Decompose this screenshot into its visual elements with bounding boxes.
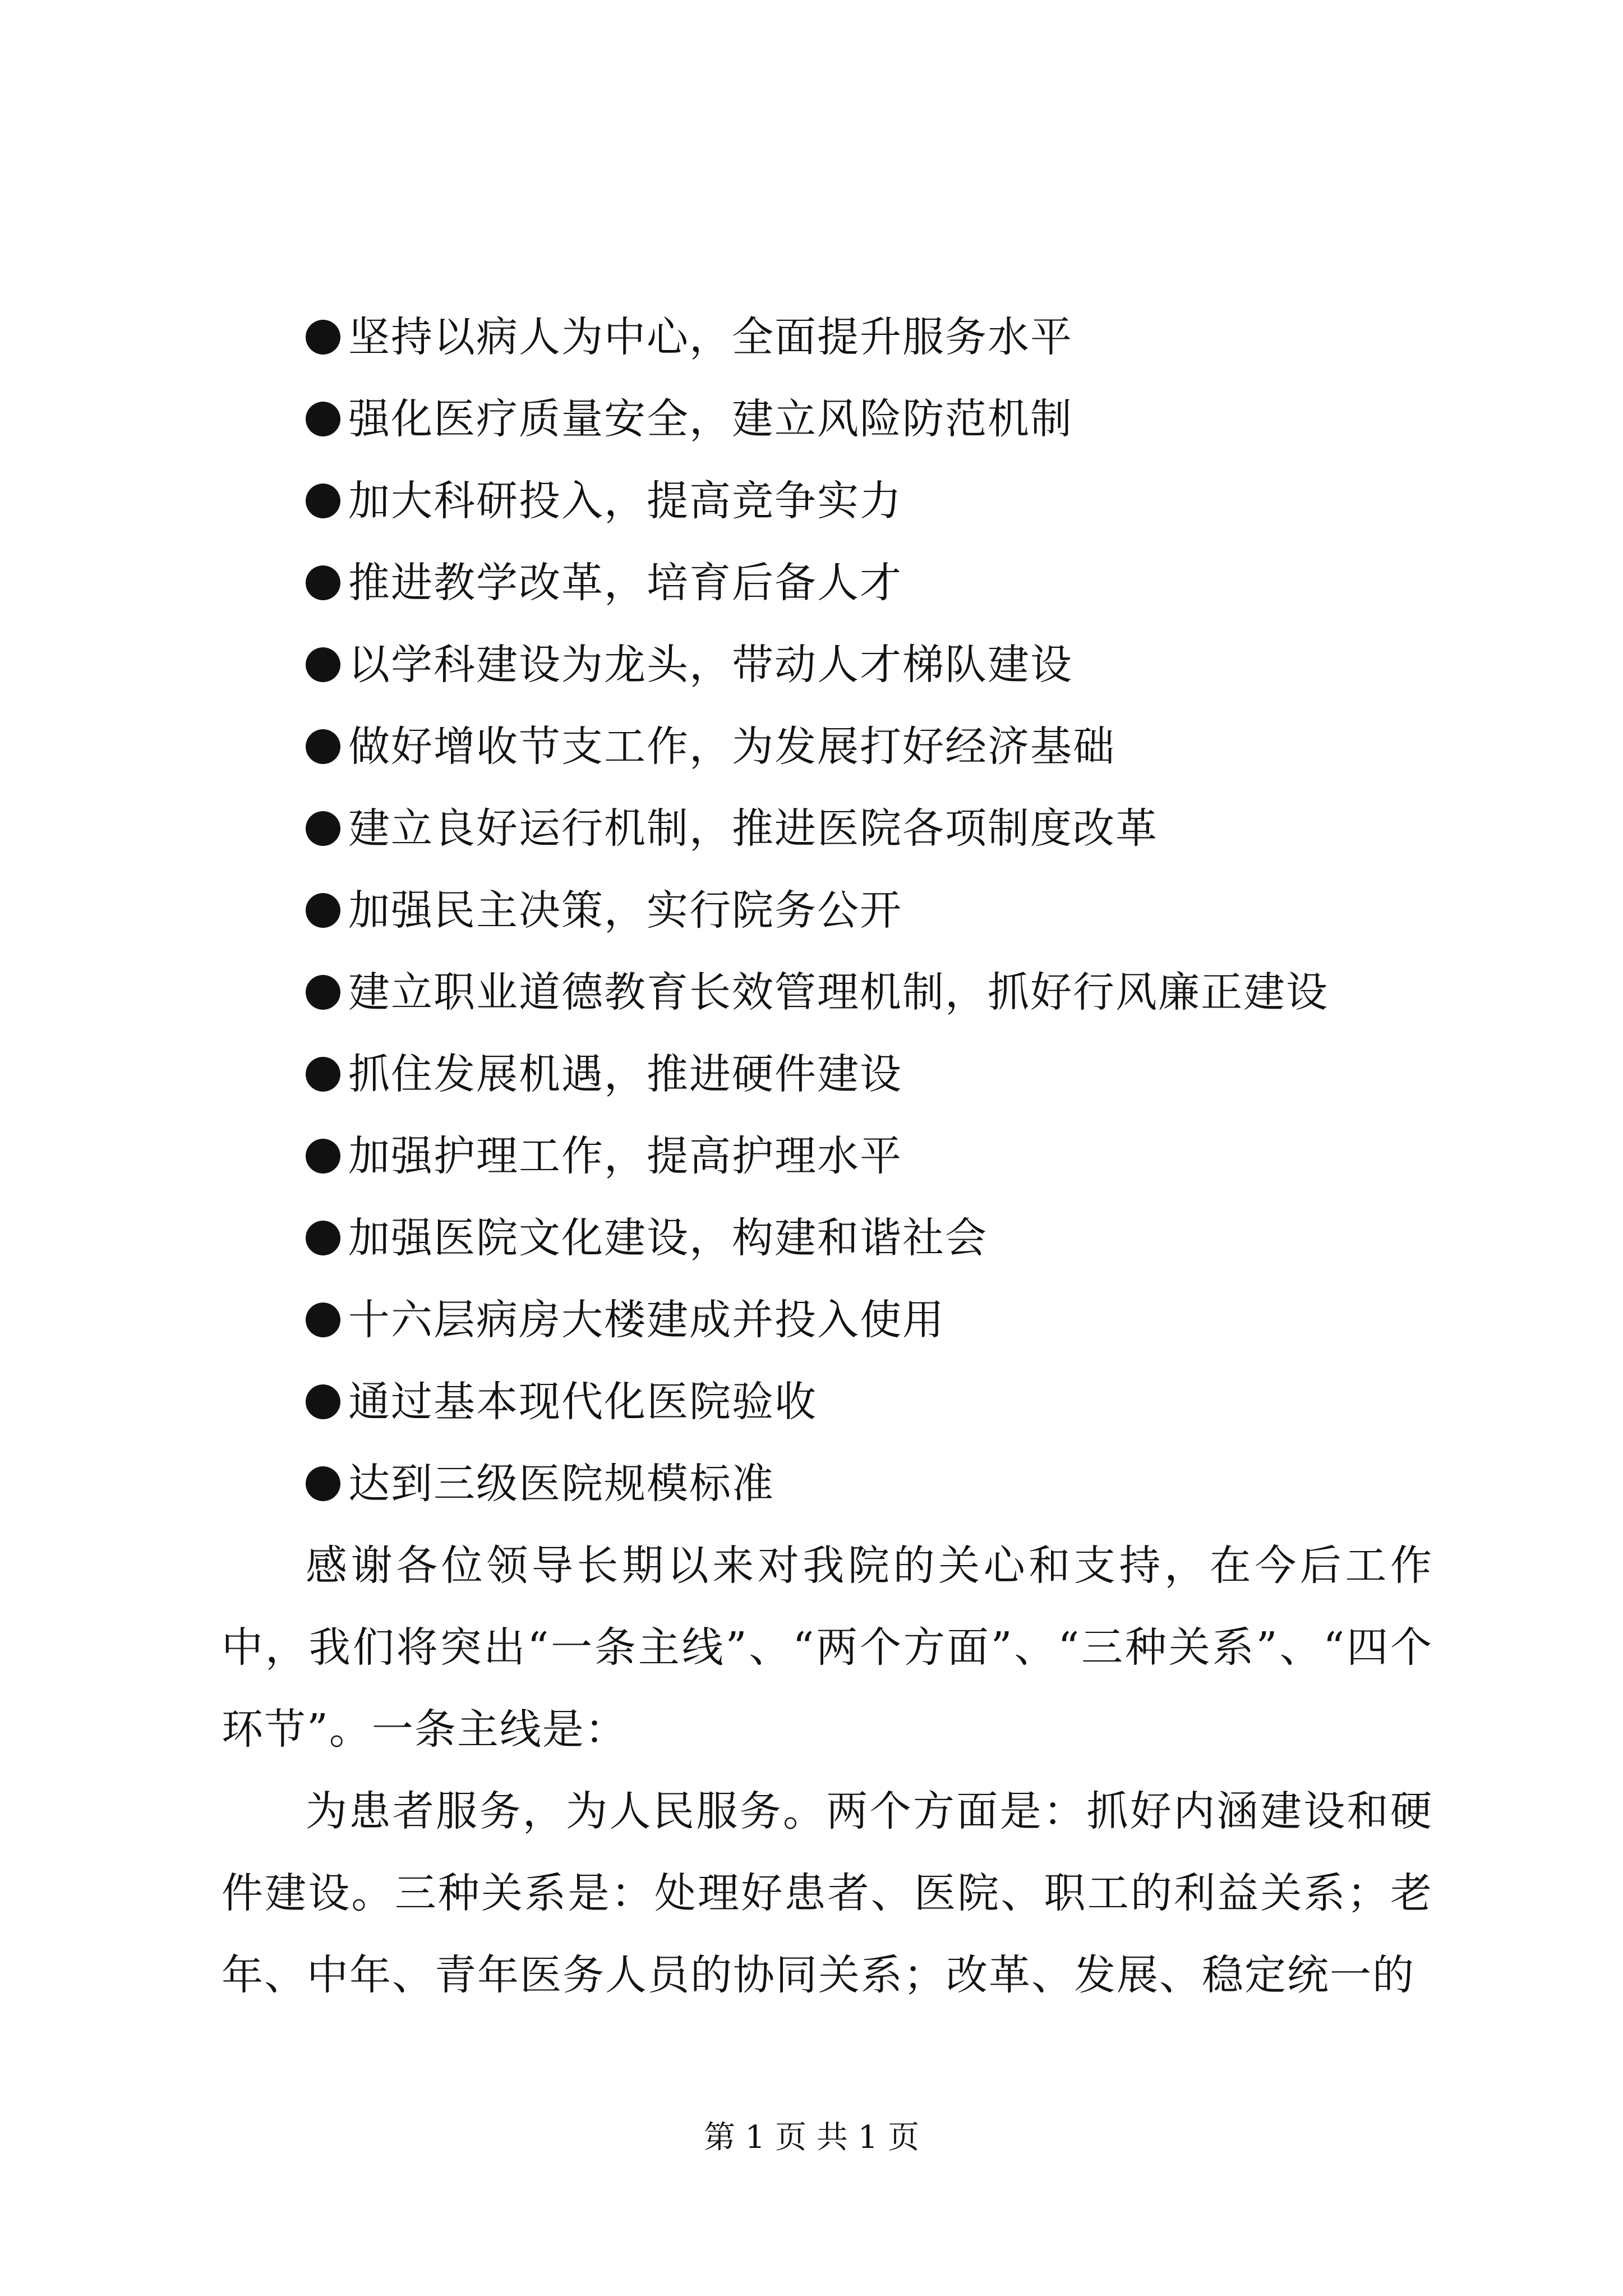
bullet-dot-icon: [306, 975, 340, 1010]
bullet-item: [222, 1443, 1433, 1525]
bullet-dot-icon: [306, 1384, 340, 1419]
bullet-dot-icon: [306, 1139, 340, 1174]
bullet-item: [222, 1279, 1433, 1361]
bullet-item: [222, 378, 1433, 460]
bullet-text: 加强医院文化建设，构建和谐社会: [348, 1214, 988, 1262]
bullet-text: 做好增收节支工作，为发展打好经济基础: [348, 723, 1115, 771]
paragraph-summary: 为患者服务，为人民服务。两个方面是：抓好内涵建设和硬件建设。三种关系是：处理好患者、医院、职工的利益关系；老年、中年、青年医务人员的协同关系；改革、发展、稳定统一的: [222, 1787, 1433, 1999]
bullet-text: 抓住发展机遇，推进硬件建设: [348, 1050, 902, 1098]
bullet-dot-icon: [306, 1057, 340, 1092]
bullet-dot-icon: [306, 893, 340, 928]
bullet-item: [222, 951, 1433, 1033]
bullet-item: [222, 296, 1433, 378]
bullet-text: 达到三级医院规模标准: [348, 1460, 774, 1508]
bullet-item: [222, 1033, 1433, 1115]
bullet-item: [222, 460, 1433, 542]
bullet-text: 坚持以病人为中心，全面提升服务水平: [348, 313, 1073, 361]
paragraph-thanks: 感谢各位领导长期以来对我院的关心和支持，在今后工作中，我们将突出“一条主线”、“两个方面”、“三种关系”、“四个环节”。一条主线是：: [222, 1542, 1433, 1754]
bullet-dot-icon: [306, 1303, 340, 1337]
bullet-text: 建立职业道德教育长效管理机制，抓好行风廉正建设: [348, 968, 1329, 1016]
bullet-item: [222, 1361, 1433, 1443]
page-footer: 第 1 页 共 1 页: [703, 2119, 920, 2156]
bullet-item: [222, 1115, 1433, 1197]
bullet-list: [222, 296, 1433, 1525]
bullet-item: [222, 542, 1433, 624]
bullet-dot-icon: [306, 811, 340, 846]
bullet-item: [222, 1197, 1433, 1279]
bullet-text: 以学科建设为龙头，带动人才梯队建设: [348, 641, 1073, 689]
bullet-text: 通过基本现代化医院验收: [348, 1378, 817, 1426]
bullet-dot-icon: [306, 1466, 340, 1501]
bullet-dot-icon: [306, 320, 340, 355]
bullet-text: 建立良好运行机制，推进医院各项制度改革: [348, 804, 1158, 853]
bullet-text: 加强护理工作，提高护理水平: [348, 1132, 902, 1180]
document-body: [222, 296, 1433, 2016]
bullet-item: [222, 869, 1433, 951]
bullet-item: [222, 624, 1433, 706]
bullet-dot-icon: [306, 484, 340, 518]
bullet-text: 推进教学改革，培育后备人才: [348, 559, 902, 607]
bullet-dot-icon: [306, 729, 340, 764]
bullet-dot-icon: [306, 402, 340, 436]
bullet-text: 十六层病房大楼建成并投入使用: [348, 1296, 945, 1344]
bullet-dot-icon: [306, 565, 340, 600]
bullet-item: [222, 706, 1433, 788]
bullet-text: 强化医疗质量安全，建立风险防范机制: [348, 395, 1073, 443]
bullet-dot-icon: [306, 1221, 340, 1255]
bullet-text: 加大科研投入，提高竞争实力: [348, 477, 902, 525]
bullet-item: [222, 788, 1433, 869]
bullet-text: 加强民主决策，实行院务公开: [348, 886, 902, 935]
bullet-dot-icon: [306, 647, 340, 682]
